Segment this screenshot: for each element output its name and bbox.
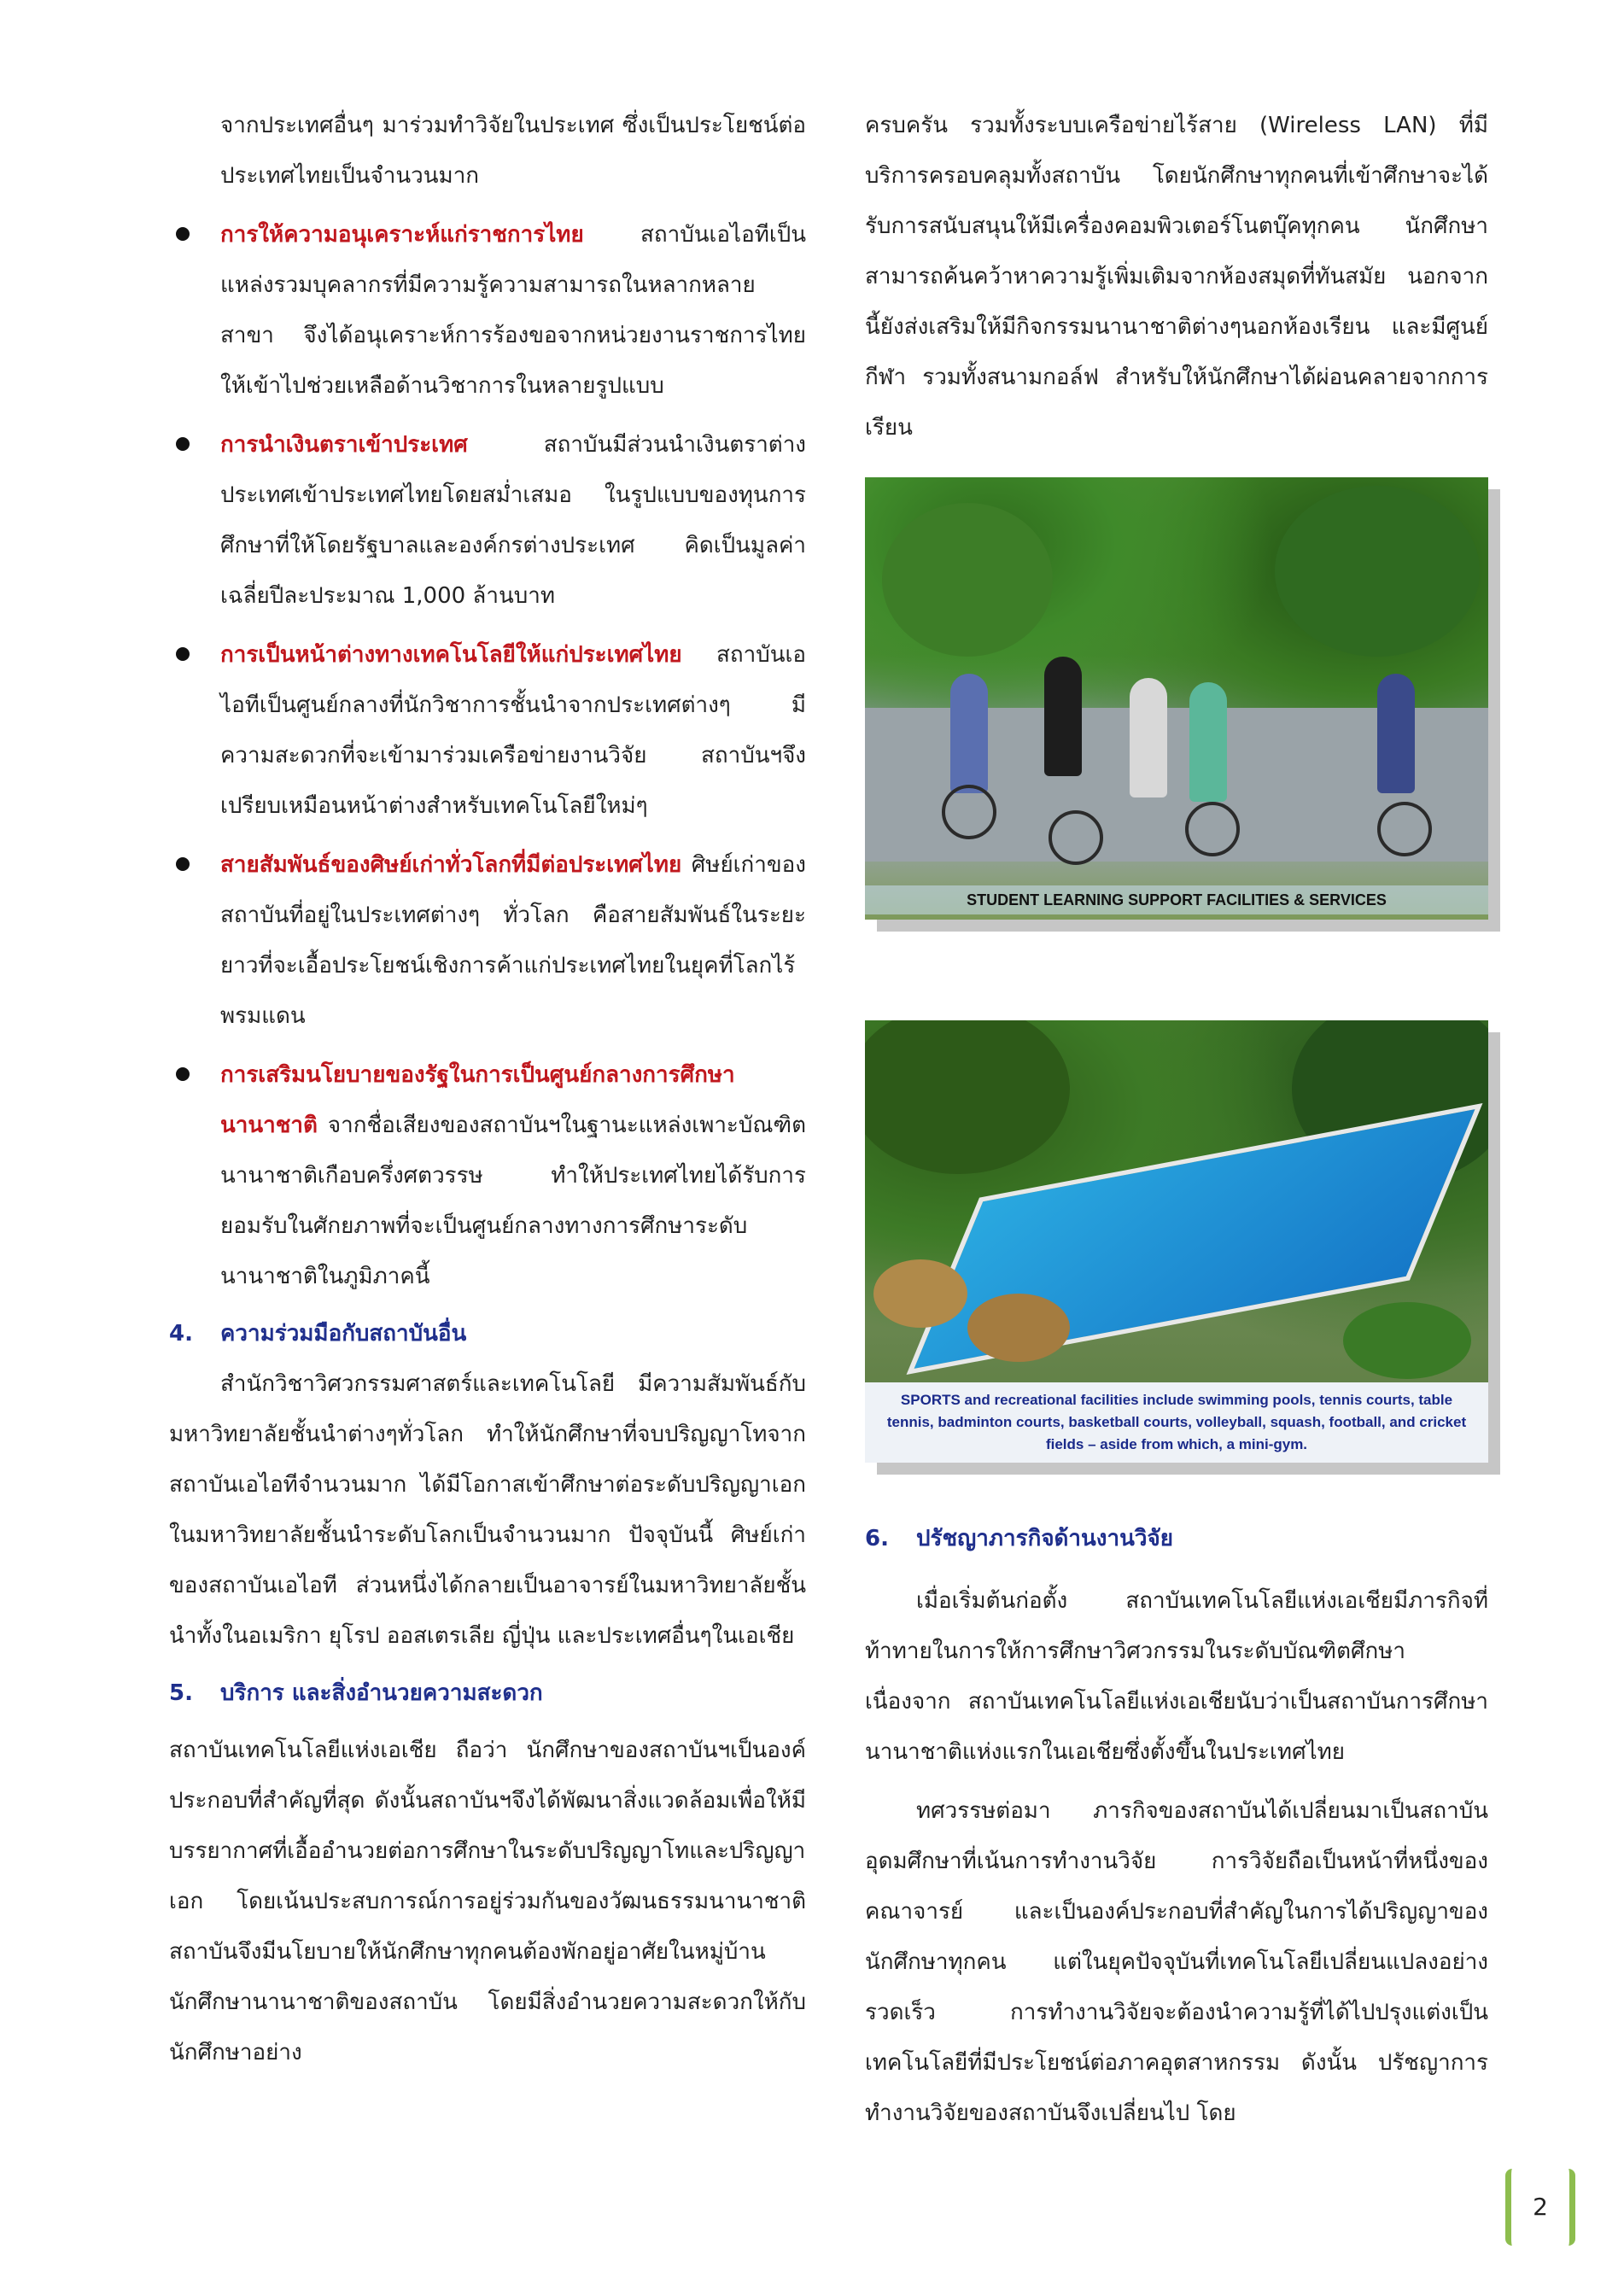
bullet-title: การเสริมนโยบายของรัฐในการเป็นศูนย์กลางการศึกษานานาชาติ bbox=[220, 1062, 735, 1138]
hut-roof-shape bbox=[873, 1259, 967, 1328]
paragraph: สถาบันเทคโนโลยีแห่งเอเชีย ถือว่า นักศึกษาของสถาบันฯเป็นองค์ประกอบที่สำคัญที่สุด ดังนั้นสถาบันฯจึงได้พัฒนาสิ่งแวดล้อมเพื่อให้มีบรรยากาศที่เอื้ออำนวยต่อการศึกษาในระดับปริญญาโทและปริญญาเอก โดยเน้นประสบการณ์การอยู่ร่วมกันของวัฒนธรรมนานาชาติ สถาบันจึงมีนโยบายให้นักศึกษาทุกคนต้องพักอยู่อาศัยในหมู่บ้านนักศึกษานานาชาติของสถาบัน โดยมีสิ่งอำนวยความสะดวกให้กับนักศึกษาอย่าง bbox=[169, 1738, 806, 2065]
section-title: บริการ และสิ่งอำนวยความสะดวก bbox=[220, 1680, 543, 1706]
page-number: 2 bbox=[1505, 2169, 1575, 2246]
bullet-title: การนำเงินตราเข้าประเทศ bbox=[220, 432, 468, 458]
bullet-text: สถาบันเอไอทีเป็นแหล่งรวมบุคลากรที่มีความรู้ความสามารถในหลากหลายสาขา จึงได้อนุเคราะห์การร้องขอจากหน่วยงานราชการไทยให้เข้าไปช่วยเหลือด้านวิชาการในหลายรูปแบบ bbox=[220, 222, 806, 399]
bullet-title: การให้ความอนุเคราะห์แก่ราชการไทย bbox=[220, 222, 584, 248]
person-shape bbox=[1189, 682, 1227, 802]
bullet-item bbox=[169, 630, 806, 832]
bullet-icon bbox=[176, 437, 190, 451]
tree-shape bbox=[882, 503, 1053, 657]
bullet-icon bbox=[176, 227, 190, 241]
bullet-text: สถาบันเอไอทีเป็นศูนย์กลางที่นักวิชาการชั้นนำจากประเทศต่างๆ มีความสะดวกที่จะเข้ามาร่วมเครือข่ายงานวิจัย สถาบันฯจึงเปรียบเหมือนหน้าต่างสำหรับเทคโนโลยีใหม่ๆ bbox=[220, 642, 806, 819]
paragraph: เมื่อเริ่มต้นก่อตั้ง สถาบันเทคโนโลยีแห่งเอเชียมีภารกิจที่ท้าทายในการให้การศึกษาวิศวกรรมในระดับบัณฑิตศึกษา เนื่องจาก สถาบันเทคโนโลยีแห่งเอเชียนับว่าเป็นสถาบันการศึกษานานาชาติแห่งแรกในเอเชียซึ่งตั้งขึ้นในประเทศไทย bbox=[865, 1588, 1488, 1765]
person-shape bbox=[1130, 678, 1167, 797]
bullet-text: สถาบันมีส่วนนำเงินตราต่างประเทศเข้าประเทศไทยโดยสม่ำเสมอ ในรูปแบบของทุนการศึกษาที่ให้โดยรัฐบาลและองค์กรต่างประเทศ คิดเป็นมูลค่าเฉลี่ยปีละประมาณ 1,000 ล้านบาท bbox=[220, 432, 806, 609]
bullet-title: สายสัมพันธ์ของศิษย์เก่าทั่วโลกที่มีต่อประเทศไทย bbox=[220, 852, 682, 878]
bullet-item bbox=[169, 1050, 806, 1302]
section-heading bbox=[865, 1514, 1488, 1564]
bullet-icon bbox=[176, 647, 190, 661]
bullet-item bbox=[169, 210, 806, 412]
section-title: ปรัชญาภารกิจด้านงานวิจัย bbox=[916, 1526, 1173, 1551]
person-shape bbox=[1044, 657, 1082, 776]
bullet-item bbox=[169, 840, 806, 1042]
swimming-pool-photo bbox=[865, 1020, 1488, 1463]
section-title: ความร่วมมือกับสถาบันอื่น bbox=[220, 1321, 467, 1347]
section-number: 5. bbox=[169, 1680, 193, 1706]
section-heading bbox=[169, 1668, 806, 1719]
bullet-text: จากชื่อเสียงของสถาบันฯในฐานะแหล่งเพาะบัณฑิตนานาชาติเกือบครึ่งศตวรรษ ทำให้ประเทศไทยได้รับการยอมรับในศักยภาพที่จะเป็นศูนย์กลางทางการศึกษาระดับนานาชาติในภูมิภาคนี้ bbox=[220, 1113, 806, 1289]
wheel-shape bbox=[1185, 802, 1240, 856]
bullet-icon bbox=[176, 1067, 190, 1081]
bullet-item bbox=[169, 420, 806, 622]
bullet-text: ศิษย์เก่าของสถาบันที่อยู่ในประเทศต่างๆ ทั่วโลก คือสายสัมพันธ์ในระยะยาวที่จะเอื้อประโยชน์เชิงการค้าแก่ประเทศไทยในยุคที่โลกไร้พรมแดน bbox=[220, 852, 806, 1029]
tree-shape bbox=[1343, 1302, 1471, 1379]
left-column bbox=[169, 101, 806, 2078]
wheel-shape bbox=[942, 785, 996, 839]
bullet-title: การเป็นหน้าต่างทางเทคโนโลยีให้แก่ประเทศไทย bbox=[220, 642, 682, 668]
cycling-students-photo bbox=[865, 477, 1488, 920]
wheel-shape bbox=[1049, 810, 1103, 865]
paragraph: ครบครัน รวมทั้งระบบเครือข่ายไร้สาย (Wireless LAN) ที่มีบริการครอบคลุมทั้งสถาบัน โดยนักศึกษาทุกคนที่เข้าศึกษาจะได้รับการสนับสนุนให้มีเครื่องคอมพิวเตอร์โนตบุ๊คทุกคน นักศึกษาสามารถค้นคว้าหาความรู้เพิ่มเติมจากห้องสมุดที่ทันสมัย นอกจากนี้ยังส่งเสริมให้มีกิจกรรมนานาชาติต่างๆนอกห้องเรียน และมีศูนย์กีฬา รวมทั้งสนามกอล์ฟ สำหรับให้นักศึกษาได้ผ่อนคลายจากการเรียน bbox=[865, 113, 1488, 441]
person-shape bbox=[950, 674, 988, 793]
section-number: 4. bbox=[169, 1321, 193, 1347]
hut-roof-shape bbox=[967, 1294, 1070, 1362]
bullet-icon bbox=[176, 857, 190, 871]
photo-caption: SPORTS and recreational facilities include swimming pools, tennis courts, table tennis, badminton courts, basketball courts, volleyball, squash, football, and cricket fields – aside from which, a mini-gym. bbox=[865, 1382, 1488, 1463]
section-number: 6. bbox=[865, 1526, 889, 1551]
tree-shape bbox=[1275, 486, 1480, 657]
photo-caption: STUDENT LEARNING SUPPORT FACILITIES & SERVICES bbox=[865, 885, 1488, 914]
section-heading bbox=[169, 1309, 806, 1359]
paragraph: สำนักวิชาวิศวกรรมศาสตร์และเทคโนโลยี มีความสัมพันธ์กับมหาวิทยาลัยชั้นนำต่างๆทั่วโลก ทำให้นักศึกษาที่จบปริญญาโทจากสถาบันเอไอทีจำนวนมาก ได้มีโอกาสเข้าศึกษาต่อระดับปริญญาเอกในมหาวิทยาลัยชั้นนำระดับโลกเป็นจำนวนมาก ปัจจุบันนี้ ศิษย์เก่าของสถาบันเอไอที ส่วนหนึ่งได้กลายเป็นอาจารย์ในมหาวิทยาลัยชั้นนำทั้งในอเมริกา ยุโรป ออสเตรเลีย ญี่ปุ่น และประเทศอื่นๆในเอเชีย bbox=[169, 1371, 806, 1649]
tree-shape bbox=[865, 1020, 1070, 1174]
wheel-shape bbox=[1377, 802, 1432, 856]
right-column bbox=[865, 101, 1488, 2139]
person-shape bbox=[1377, 674, 1415, 793]
paragraph: จากประเทศอื่นๆ มาร่วมทำวิจัยในประเทศ ซึ่งเป็นประโยชน์ต่อประเทศไทยเป็นจำนวนมาก bbox=[220, 113, 806, 189]
paragraph: ทศวรรษต่อมา ภารกิจของสถาบันได้เปลี่ยนมาเป็นสถาบันอุดมศึกษาที่เน้นการทำงานวิจัย การวิจัยถือเป็นหน้าที่หนึ่งของคณาจารย์ และเป็นองค์ประกอบที่สำคัญในการได้ปริญญาของนักศึกษาทุกคน แต่ในยุคปัจจุบันที่เทคโนโลยีเปลี่ยนแปลงอย่างรวดเร็ว การทำงานวิจัยจะต้องนำความรู้ที่ได้ไปปรุงแต่งเป็นเทคโนโลยีที่มีประโยชน์ต่อภาคอุตสาหกรรม ดังนั้น ปรัชญาการทำงานวิจัยของสถาบันจึงเปลี่ยนไป โดย bbox=[865, 1798, 1488, 2126]
